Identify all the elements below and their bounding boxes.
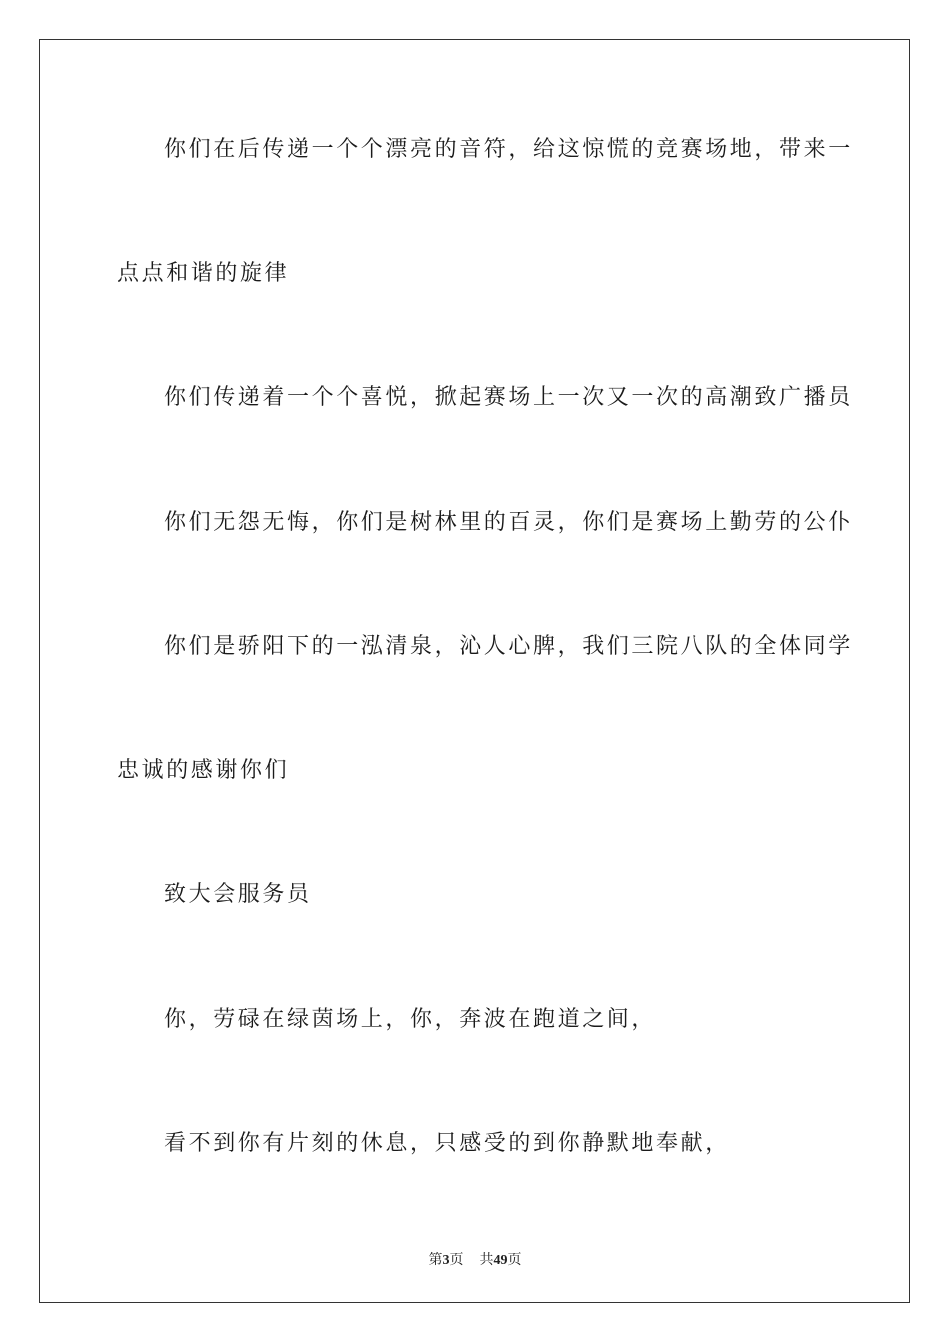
paragraph-line-8: 你，劳碌在绿茵场上，你，奔波在跑道之间，	[164, 1007, 657, 1032]
page-suffix: 页	[449, 1252, 464, 1268]
page-frame	[39, 39, 910, 1303]
paragraph-line-6: 忠诚的感谢你们	[117, 758, 290, 783]
total-page-count: 49	[493, 1253, 508, 1268]
paragraph-line-2: 点点和谐的旋律	[117, 261, 290, 286]
paragraph-line-4: 你们无怨无悔，你们是树林里的百灵，你们是赛场上勤劳的公仆	[164, 510, 853, 535]
current-page-number: 3	[442, 1253, 450, 1268]
total-suffix: 页	[507, 1252, 522, 1268]
total-prefix: 共	[479, 1252, 494, 1268]
page-footer	[0, 1249, 950, 1269]
paragraph-line-3: 你们传递着一个个喜悦，掀起赛场上一次又一次的高潮致广播员	[164, 385, 853, 410]
paragraph-line-1: 你们在后传递一个个漂亮的音符，给这惊慌的竞赛场地，带来一	[164, 137, 853, 162]
page-prefix: 第	[428, 1252, 443, 1268]
section-heading-line: 致大会服务员	[164, 882, 312, 907]
paragraph-line-5: 你们是骄阳下的一泓清泉，沁人心脾，我们三院八队的全体同学	[164, 634, 853, 659]
paragraph-line-9: 看不到你有片刻的休息，只感受的到你静默地奉献，	[164, 1131, 730, 1156]
